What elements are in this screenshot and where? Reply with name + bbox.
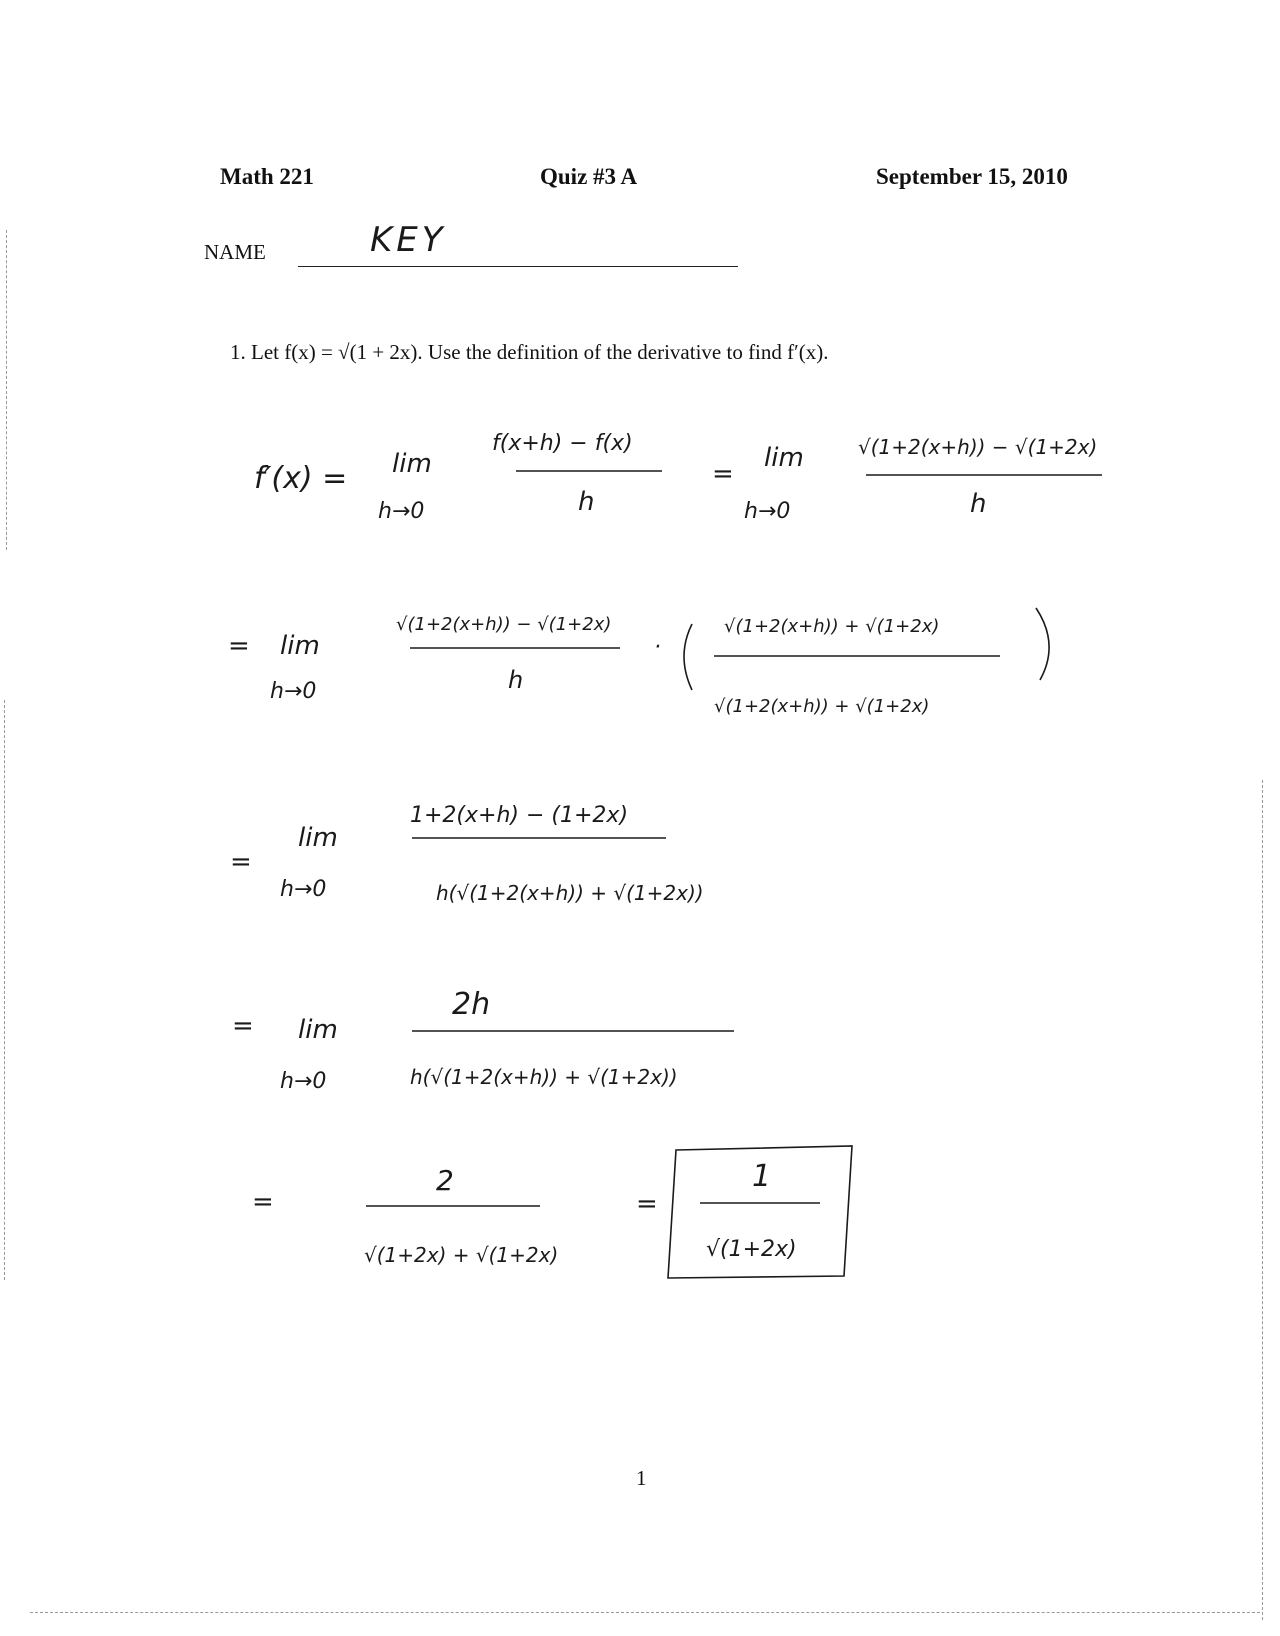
name-label: NAME [204,240,266,264]
step2-lim-sub: h→0 [270,679,317,704]
step4-numerator: 2h [452,987,491,1022]
step2-numerator: √(1+2(x+h)) − √(1+2x) [396,614,612,635]
scan-edge-left-lower [4,700,5,1280]
step4-lim-sub: h→0 [280,1069,327,1094]
step2-equals: = [228,631,250,661]
step4-lim: lim [298,1015,338,1045]
step4-equals: = [232,1011,254,1041]
step1-denominator-2: h [970,489,987,519]
answer-numerator: 1 [752,1159,772,1194]
step5-equals: = [252,1187,274,1217]
step3-denominator: h(√(1+2(x+h)) + √(1+2x)) [436,881,704,905]
answer-denominator: √(1+2x) [706,1237,797,1262]
scan-edge-left-upper [6,230,7,550]
scan-edge-right [1262,780,1263,1620]
step2-right-paren [1036,608,1049,680]
scan-edge-bottom [30,1612,1260,1613]
step1-lim2-sub: h→0 [744,499,791,524]
step2-left-paren [684,624,692,690]
quiz-date: September 15, 2010 [876,164,1068,189]
step4-denominator: h(√(1+2(x+h)) + √(1+2x)) [410,1065,678,1089]
step1-denominator: h [578,487,595,517]
step1-equals: = [712,459,734,489]
step2-dot: · [654,635,661,660]
question-1: 1. Let f(x) = √(1 + 2x). Use the definition of the derivative to find f′(x). [230,340,829,364]
step3-lim-sub: h→0 [280,877,327,902]
step1-lim-sub: h→0 [378,499,425,524]
name-value-handwritten: KEY [370,220,447,260]
step5-numerator: 2 [436,1164,454,1197]
step1-lim: lim [392,449,432,479]
step2-paren-denominator: √(1+2(x+h)) + √(1+2x) [714,696,930,717]
step1-numerator: f(x+h) − f(x) [492,431,633,456]
step2-lim: lim [280,631,320,661]
step1-numerator-2: √(1+2(x+h)) − √(1+2x) [858,435,1098,459]
step2-denominator: h [508,666,524,694]
step2-paren-numerator: √(1+2(x+h)) + √(1+2x) [724,616,940,637]
step3-lim: lim [298,823,338,853]
course-title: Math 221 [220,164,314,189]
step3-equals: = [230,847,252,877]
quiz-title: Quiz #3 A [540,164,638,189]
step1-lim2: lim [764,443,804,473]
step1-lhs: f′(x) = [254,461,348,496]
step5-denominator: √(1+2x) + √(1+2x) [364,1243,559,1267]
step3-numerator: 1+2(x+h) − (1+2x) [410,803,629,828]
page-number: 1 [636,1466,647,1490]
step5-equals-2: = [636,1189,658,1219]
